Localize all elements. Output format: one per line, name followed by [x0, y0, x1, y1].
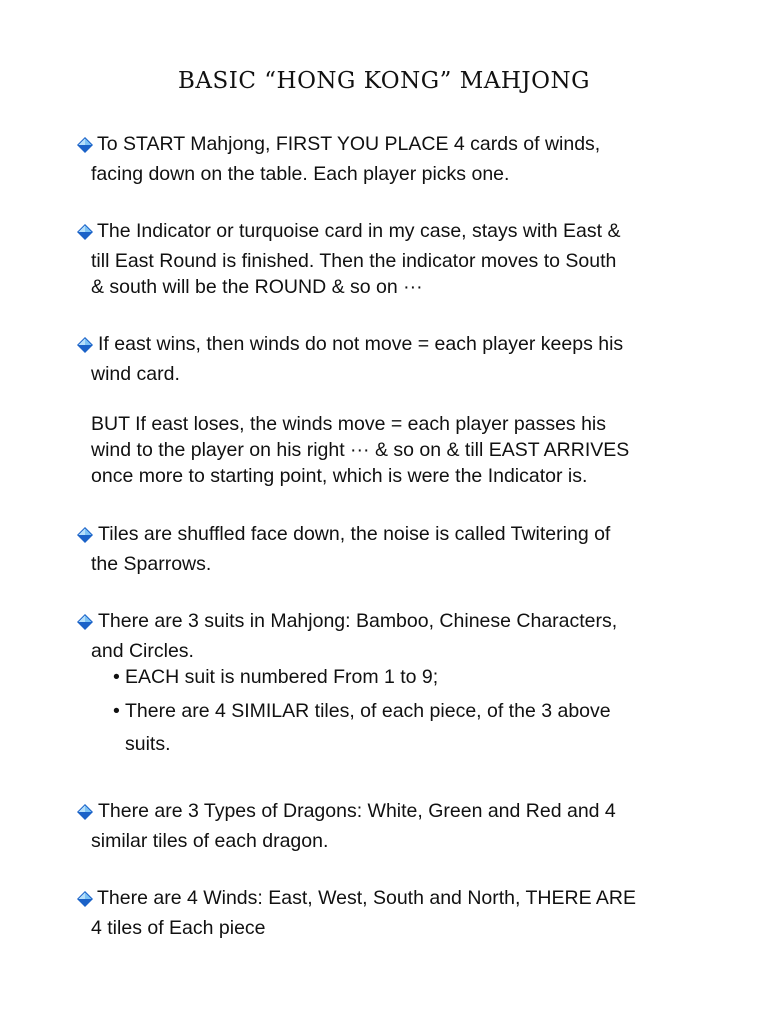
section-suits-line1: There are 3 suits in Mahjong: Bamboo, Chinese Characters, — [98, 610, 618, 632]
blue-diamond-icon — [77, 891, 92, 906]
section-tiles-shuffled-line1: Tiles are shuffled face down, the noise is called Twitering of — [98, 523, 611, 545]
section-suits-line2: and Circles. — [91, 640, 194, 662]
section-east-wins-line2: wind card. — [91, 363, 180, 385]
section-winds-line1: There are 4 Winds: East, West, South and North, THERE ARE — [97, 887, 637, 909]
section-dragons-line2: similar tiles of each dragon. — [91, 830, 329, 852]
section-winds-line2: 4 tiles of Each piece — [91, 917, 266, 939]
page-title: BASIC “HONG KONG” MAHJONG — [177, 68, 591, 94]
section-east-wins-line1: If east wins, then winds do not move = each player keeps his — [98, 333, 624, 355]
suits-sub-item-2: • There are 4 SIMILAR tiles, of each piece, of the 3 above — [113, 700, 611, 722]
section-indicator-line1: The Indicator or turquoise card in my case, stays with East & — [97, 220, 621, 242]
blue-diamond-icon — [77, 804, 92, 819]
section-indicator-rest: till East Round is finished. Then the indicator moves to South & south will be the ROUND & so on ··· — [91, 250, 617, 298]
section-east-loses: BUT If east loses, the winds move = each player passes his wind to the player on his right ··· & so on & till EAST ARRIVES once more to starting point, which is were the Indicator is. — [91, 413, 630, 487]
blue-diamond-icon — [77, 337, 92, 352]
blue-diamond-icon — [77, 527, 92, 542]
section-start-line1: To START Mahjong, FIRST YOU PLACE 4 cards of winds, — [97, 133, 601, 155]
suits-sub-item-1: • EACH suit is numbered From 1 to 9; — [113, 666, 439, 688]
suits-sub-item-2-cont: suits. — [125, 733, 171, 755]
blue-diamond-icon — [77, 137, 92, 152]
section-tiles-shuffled-line2: the Sparrows. — [91, 553, 212, 575]
blue-diamond-icon — [77, 614, 92, 629]
blue-diamond-icon — [77, 224, 92, 239]
section-dragons-line1: There are 3 Types of Dragons: White, Green and Red and 4 — [98, 800, 616, 822]
section-start-line2: facing down on the table. Each player picks one. — [91, 163, 510, 185]
